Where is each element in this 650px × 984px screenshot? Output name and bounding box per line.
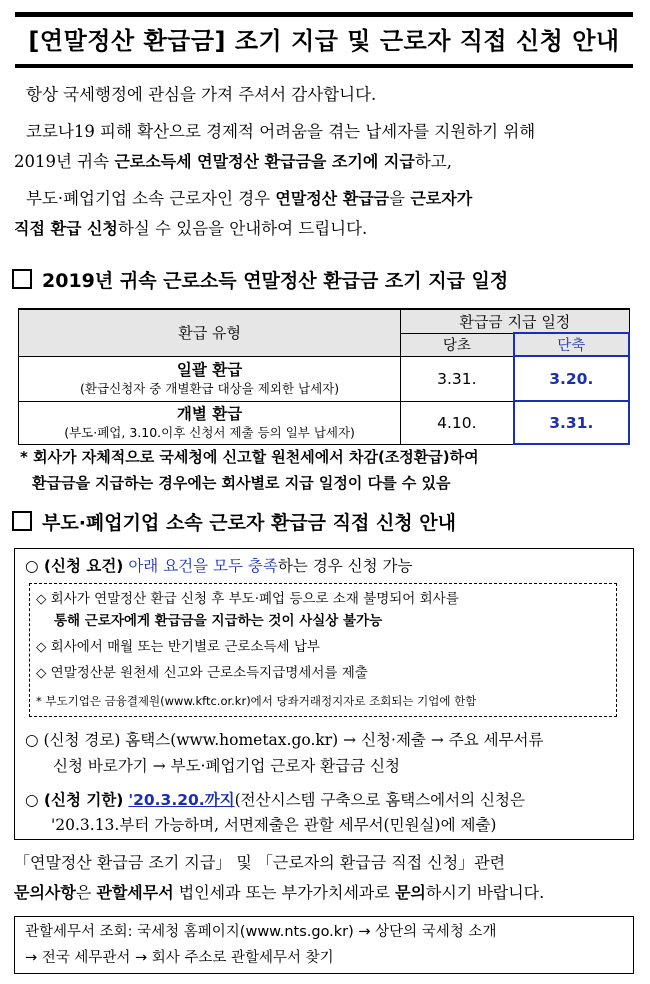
section2-heading [12, 508, 638, 538]
deadline-rest: (전산시스템 구축으로 홈택스에서의 신청은 [234, 791, 525, 809]
application-info-box [14, 548, 634, 840]
condition-note: * 부도기업은 금융결제원(www.kftc.or.kr)에서 당좌거래정지자로 조회되는 기업에 한함 [36, 694, 477, 708]
row-shortened-date: 3.20. [514, 356, 629, 401]
title-banner [15, 12, 633, 68]
section1-heading-text: 2019년 귀속 근로소득 연말정산 환급금 조기 지급 일정 [42, 270, 509, 292]
requirement-label: ○ (신청 요건) [25, 557, 124, 575]
closing-office-bold: 관할세무서 [96, 883, 174, 902]
header-type: 환급 유형 [19, 309, 401, 356]
table-header-row [19, 309, 630, 333]
row-note: (환급신청자 중 개별환급 대상을 제외한 납세자) [80, 380, 340, 396]
section1-heading [12, 266, 638, 296]
table-row [19, 356, 630, 401]
route-text: ○ (신청 경로) 홈택스(www.hometax.go.kr) → 신청·제출 → 주요 세무서류 [25, 731, 544, 749]
row-type: 일괄 환급 [176, 360, 243, 379]
route-text-2: 신청 바로가기 → 부도·폐업기업 근로자 환급금 신청 [53, 757, 400, 775]
title-top-rule [15, 12, 633, 17]
closing-line1: 「연말정산 환급금 조기 지급」 및 「근로자의 환급금 직접 신청」관련 [14, 853, 506, 872]
deadline-line1 [25, 787, 625, 813]
schedule-note-line1: * 회사가 자체적으로 국세청에 신고할 원천세에서 차감(조정환급)하여 [20, 448, 479, 466]
office-lookup-line2: → 전국 세무관서 → 회사 주소로 관할세무서 찾기 [25, 950, 334, 966]
closing-inquiry-bold: 문의사항 [14, 883, 76, 902]
route-line2 [25, 753, 650, 779]
condition-3: ◇ 연말정산분 원천세 신고와 근로소득지급명세서를 제출 [36, 665, 368, 681]
header-shortened: 단축 [514, 333, 629, 356]
intro-p2-end: 하실 수 있음을 안내하여 드립니다. [117, 219, 368, 238]
deadline-label: ○ (신청 기한) [25, 791, 124, 809]
intro-p1-line2 [14, 147, 636, 177]
intro-p2-text: 부도·폐업기업 소속 근로자인 경우 [26, 189, 276, 208]
intro-worker-bold: 근로자가 [410, 189, 473, 208]
intro-p1-end: 하고, [414, 152, 452, 171]
closing-particle: 은 [75, 883, 97, 902]
deadline-date: '20.3.20.까지 [128, 791, 235, 809]
closing-contact-bold: 문의 [394, 883, 426, 902]
header-schedule: 환급금 지급 일정 [401, 309, 629, 333]
page-title: [연말정산 환급금] 조기 지급 및 근로자 직접 신청 안내 [28, 27, 620, 55]
closing-end: 하시기 바랍니다. [425, 883, 545, 902]
requirement-rest: 하는 경우 신청 가능 [277, 557, 413, 575]
intro-year-text: 2019년 귀속 [14, 152, 115, 171]
square-bullet-icon [12, 269, 32, 289]
row-type: 개별 환급 [176, 404, 243, 423]
refund-schedule-table [18, 308, 630, 445]
section2-heading-text: 부도·폐업기업 소속 근로자 환급금 직접 신청 안내 [42, 512, 456, 534]
closing-line2 [14, 878, 640, 908]
requirement-highlight: 아래 요건을 모두 충족 [128, 557, 278, 575]
greeting-text: 항상 국세행정에 관심을 가져 주셔서 감사합니다. [26, 85, 377, 104]
office-lookup-box [14, 916, 634, 974]
intro-early-payment-bold: 근로소득세 연말정산 환급금을 조기에 지급 [114, 152, 415, 171]
conditions-box [29, 583, 617, 717]
row-original-date: 4.10. [401, 401, 514, 444]
intro-refund-bold: 연말정산 환급금 [275, 189, 390, 208]
closing-dept: 법인세과 또는 부가가치세과로 [173, 883, 395, 902]
row-note: (부도·폐업, 3.10.이후 신청서 제출 등의 일부 납세자) [64, 424, 355, 440]
row-type-cell [19, 356, 401, 401]
intro-p1-line1: 코로나19 피해 확산으로 경제적 어려움을 겪는 납세자를 지원하기 위해 [26, 122, 536, 141]
deadline-line2 [25, 812, 650, 838]
row-original-date: 3.31. [401, 356, 514, 401]
row-type-cell [19, 401, 401, 444]
square-bullet-icon [12, 511, 32, 531]
condition-2: ◇ 회사에서 매월 또는 반기별로 근로소득세 납부 [36, 639, 320, 655]
header-original: 당초 [401, 333, 514, 356]
title-bottom-rule [15, 64, 633, 68]
condition-1-line1: ◇ 회사가 연말정산 환급 신청 후 부도·폐업 등으로 소재 불명되어 회사를 [36, 591, 459, 607]
intro-direct-apply-bold: 직접 환급 신청 [14, 219, 118, 238]
intro-p2-particle: 을 [389, 189, 411, 208]
requirement-line [25, 553, 625, 579]
intro-p2-line1 [14, 184, 648, 214]
schedule-note [20, 444, 640, 496]
route-line1 [25, 727, 625, 753]
row-shortened-date: 3.31. [514, 401, 629, 444]
condition-1-line2: 통해 근로자에게 환급금을 지급하는 것이 사실상 불가능 [54, 613, 383, 629]
schedule-note-line2: 환급금을 지급하는 경우에는 회사별로 지급 일정이 다를 수 있음 [32, 474, 451, 492]
table-row [19, 401, 630, 444]
deadline-text-2: '20.3.13.부터 가능하며, 서면제출은 관할 세무서(민원실)에 제출) [51, 816, 497, 834]
office-lookup-line1: 관할세무서 조회: 국세청 홈페이지(www.nts.go.kr) → 상단의 국세청 소개 [25, 924, 497, 940]
intro-p2-line2 [14, 214, 636, 244]
